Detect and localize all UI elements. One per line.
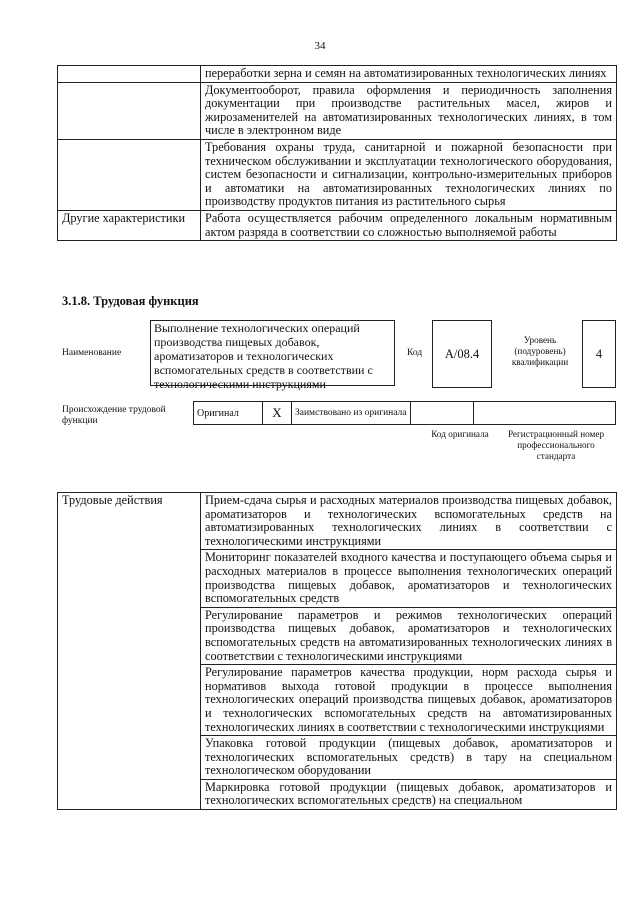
table-row <box>58 210 617 240</box>
level-value: 4 <box>582 320 616 388</box>
borrowed-label: Заимствовано из оригинала <box>292 402 411 425</box>
reg-number-cell <box>474 402 616 425</box>
row-text: Требования охраны труда, санитарной и пожарной безопасности при техническом обслуживании и эксплуатации технологического оборудования, систем безопасности и сигнализации, контрольно-измерительных приборов и автоматики на автоматизированных технологических линиях по производству продуктов питания из растительного сырья <box>201 139 617 210</box>
action-item: Регулирование параметров качества продукции, норм расхода сырья и нормативов выхода готовой продукции в процессе выполнения технологических операций производства пищевых добавок, ароматизаторов и технологических вспомогательных средств на автоматизированных технологических линиях в соответствии с технологическими инструкциями <box>201 665 617 736</box>
row-text: Работа осуществляется рабочим определенного локальным нормативным актом разряда в соответствии со сложностью выполняемой работы <box>201 210 617 240</box>
original-code-cell <box>411 402 474 425</box>
page-number: 34 <box>314 40 326 52</box>
action-item: Упаковка готовой продукции (пищевых добавок, ароматизаторов и технологических вспомогательных средств) в тару на специальном технологическом оборудовании <box>201 736 617 780</box>
row-label <box>58 66 201 83</box>
table-row <box>58 493 617 550</box>
table-row <box>58 66 617 83</box>
origin-table <box>193 401 616 425</box>
code-label: Код <box>407 348 423 358</box>
reg-number-caption: Регистрационный номер профессионального стандарта <box>507 429 605 461</box>
action-item: Маркировка готовой продукции (пищевых добавок, ароматизаторов и технологических вспомогательных средств) на специальном <box>201 779 617 809</box>
level-label: Уровень (подуровень) квалификации <box>511 335 569 367</box>
action-item: Мониторинг показателей входного качества и поступающего объема сырья и расходных материалов в процессе выполнения технологических операций производства пищевых добавок, ароматизаторов и технологических вспомогательных средств <box>201 550 617 607</box>
row-text: переработки зерна и семян на автоматизированных технологических линиях <box>201 66 617 83</box>
code-value: А/08.4 <box>432 320 492 388</box>
table-row <box>58 139 617 210</box>
row-text: Документооборот, правила оформления и периодичность заполнения документации при производстве растительных масел, жиров и жирозаменителей на автоматизированных технологических линиях, в том числе в электронном виде <box>201 82 617 139</box>
code-original-caption: Код оригинала <box>431 429 489 439</box>
table-row <box>58 82 617 139</box>
knowledge-table <box>57 65 617 241</box>
actions-table <box>57 492 617 810</box>
original-mark: X <box>263 402 292 425</box>
name-label: Наименование <box>62 348 122 358</box>
section-heading: 3.1.8. Трудовая функция <box>62 294 199 308</box>
original-label: Оригинал <box>194 402 263 425</box>
action-item: Прием-сдача сырья и расходных материалов производства пищевых добавок, ароматизаторов и технологических вспомогательных средств на автоматизированных технологических линиях в соответствии с технологическими инструкциями <box>201 493 617 550</box>
actions-label: Трудовые действия <box>58 493 201 810</box>
row-label <box>58 139 201 210</box>
name-value: Выполнение технологических операций производства пищевых добавок, ароматизаторов и технологических вспомогательных средств в соответствии с технологическими инструкциями <box>150 320 395 386</box>
action-item: Регулирование параметров и режимов технологических операций производства пищевых добавок, ароматизаторов и технологических вспомогательных средств на автоматизированных технологических линиях в соответствии с технологическими инструкциями <box>201 607 617 664</box>
origin-label: Происхождение трудовой функции <box>62 405 166 426</box>
row-label: Другие характеристики <box>58 210 201 240</box>
row-label <box>58 82 201 139</box>
